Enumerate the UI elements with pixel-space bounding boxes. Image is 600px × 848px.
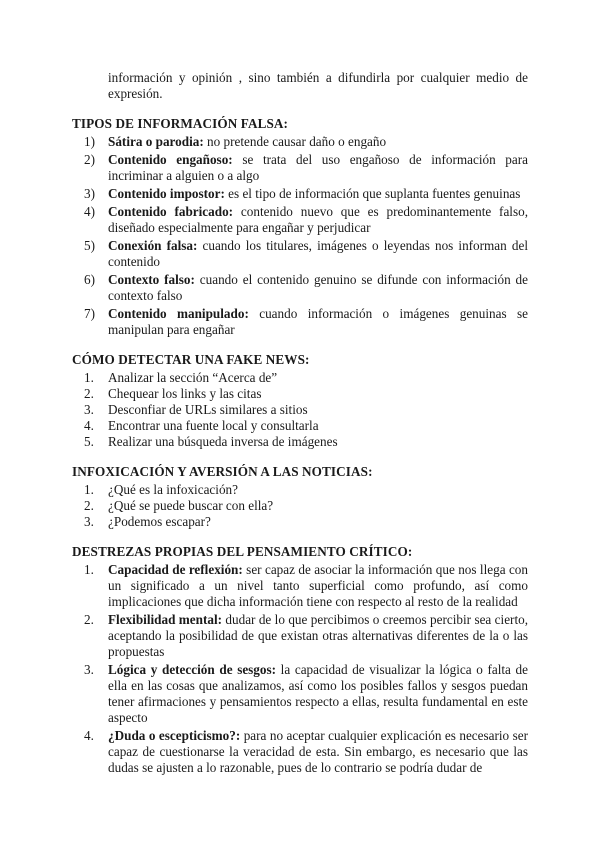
list-item: 3. ¿Podemos escapar? xyxy=(84,514,211,529)
list-item: 1. Capacidad de reflexión: ser capaz de asociar la información que nos llega con un significado a un nivel tanto superficial como profundo, así como implicaciones que dicha información tiene con respecto al resto de la realidad xyxy=(84,562,528,609)
list-detectar xyxy=(72,370,528,450)
intro-paragraph: información y opinión , sino también a difundirla por cualquier medio de expresión. xyxy=(108,70,528,101)
list-item: 2. Flexibilidad mental: dudar de lo que percibimos o creemos percibir sea cierto, aceptando la posibilidad de que existan otras alternativas diferentes de la o las propuestas xyxy=(84,612,528,659)
section-heading-detectar: CÓMO DETECTAR UNA FAKE NEWS: xyxy=(72,352,310,367)
list-item: 1. ¿Qué es la infoxicación? xyxy=(84,482,238,497)
list-tipos xyxy=(72,134,528,338)
list-item: 3) Contenido impostor: es el tipo de información que suplanta fuentes genuinas xyxy=(84,186,521,201)
list-item: 2. Chequear los links y las citas xyxy=(84,386,262,401)
list-item: 5) Conexión falsa: cuando los titulares, imágenes o leyendas nos informan del contenido xyxy=(84,238,528,269)
section-heading-tipos: TIPOS DE INFORMACIÓN FALSA: xyxy=(72,116,289,131)
list-item: 7) Contenido manipulado: cuando información o imágenes genuinas se manipulan para engañar xyxy=(84,306,528,337)
section-heading-infoxicacion: INFOXICACIÓN Y AVERSIÓN A LAS NOTICIAS: xyxy=(72,464,373,479)
list-destrezas xyxy=(72,562,528,776)
list-item: 1) Sátira o parodia: no pretende causar daño o engaño xyxy=(84,134,387,149)
list-item: 6) Contexto falso: cuando el contenido genuino se difunde con información de contexto falso xyxy=(84,272,529,303)
list-item: 4) Contenido fabricado: contenido nuevo que es predominantemente falso, diseñado especialmente para engañar y perjudicar xyxy=(84,204,528,235)
list-item: 3. Lógica y detección de sesgos: la capacidad de visualizar la lógica o falta de ella en las cosas que analizamos, así como los posibles fallos y sesgos puedan tener afirmaciones y pensamientos respecto a ellas, resulta fundamental en este aspecto xyxy=(84,662,528,725)
section-heading-destrezas: DESTREZAS PROPIAS DEL PENSAMIENTO CRÍTICO: xyxy=(72,544,413,559)
list-item: 3. Desconfiar de URLs similares a sitios xyxy=(84,402,308,417)
list-item: 2) Contenido engañoso: se trata del uso engañoso de información para incriminar a alguien o a algo xyxy=(84,152,528,183)
document-page xyxy=(72,70,528,790)
list-item: 4. ¿Duda o escepticismo?: para no aceptar cualquier explicación es necesario ser capaz de cuestionarse la veracidad de esta. Sin embargo, es necesario que las dudas se ajusten a lo razonable, pues de lo contrario se podría dudar de xyxy=(84,728,528,775)
list-item: 4. Encontrar una fuente local y consultarla xyxy=(84,418,319,433)
list-infoxicacion xyxy=(72,482,528,530)
list-item: 2. ¿Qué se puede buscar con ella? xyxy=(84,498,274,513)
list-item: 1. Analizar la sección “Acerca de” xyxy=(84,370,278,385)
list-item: 5. Realizar una búsqueda inversa de imágenes xyxy=(84,434,338,449)
